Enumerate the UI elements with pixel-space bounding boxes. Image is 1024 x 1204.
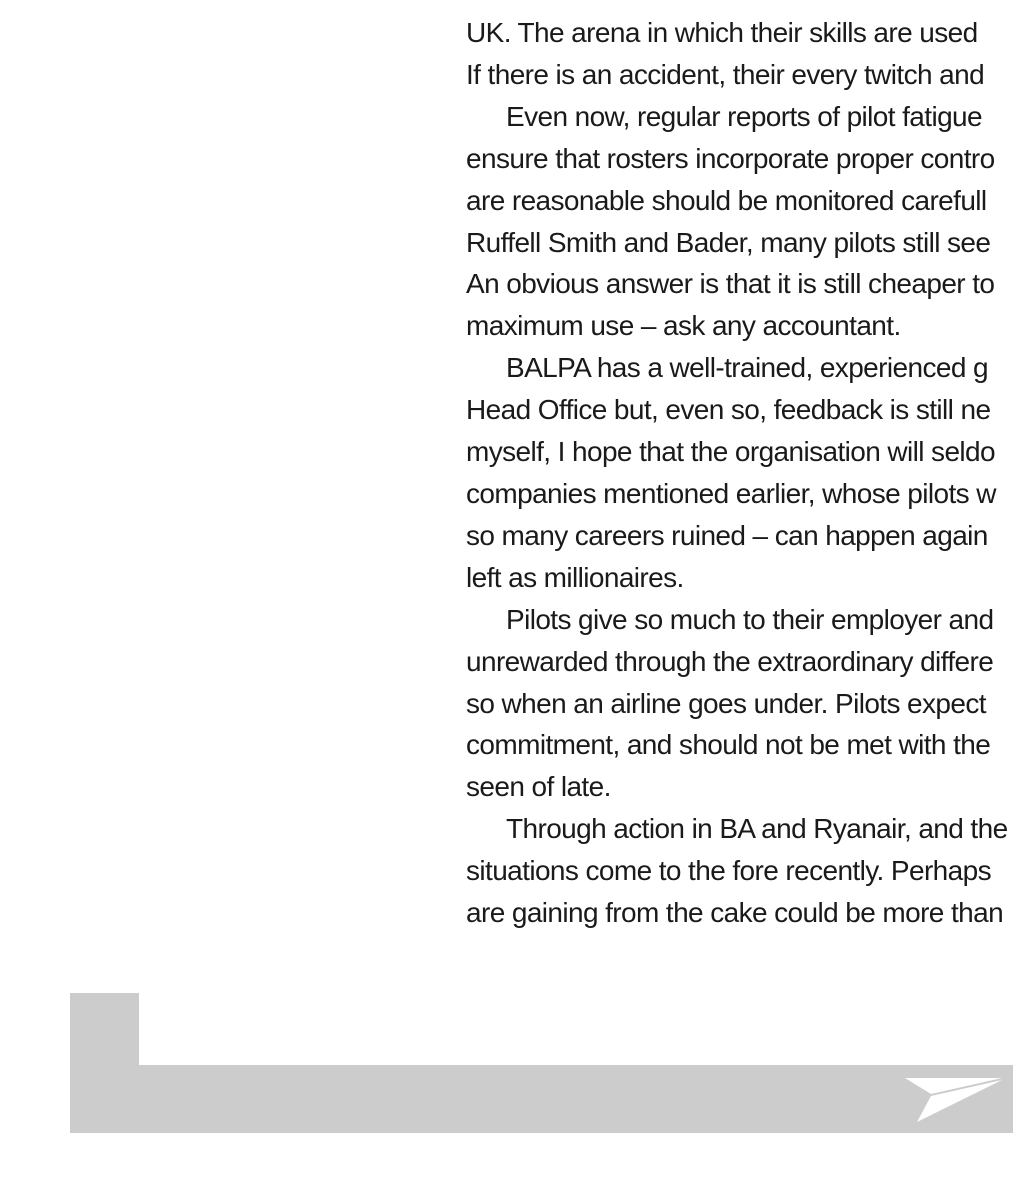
footer-band xyxy=(70,1065,1013,1133)
text-line: so many careers ruined – can happen again xyxy=(466,519,988,551)
text-line: seen of late. xyxy=(466,771,611,803)
text-line: If there is an accident, their every twitch and xyxy=(466,58,985,90)
text-line: BALPA has a well-trained, experienced g xyxy=(506,352,988,384)
text-line: companies mentioned earlier, whose pilots w xyxy=(466,477,996,509)
text-line: UK. The arena in which their skills are used xyxy=(466,17,978,48)
footer-tab xyxy=(70,993,139,1065)
text-line: unrewarded through the extraordinary differe xyxy=(466,645,994,677)
text-line: An obvious answer is that it is still cheaper to xyxy=(466,268,995,300)
article-body xyxy=(466,12,1024,934)
text-line: Pilots give so much to their employer and xyxy=(506,603,994,635)
paper-plane-icon xyxy=(905,1076,1005,1124)
text-line: left as millionaires. xyxy=(466,561,684,593)
text-line: maximum use – ask any accountant. xyxy=(466,310,901,342)
text-line: myself, I hope that the organisation will seldo xyxy=(466,436,995,468)
text-line: are reasonable should be monitored carefull xyxy=(466,184,987,216)
text-line: situations come to the fore recently. Perhaps xyxy=(466,855,991,887)
text-line: Even now, regular reports of pilot fatigue xyxy=(506,100,982,132)
text-line: commitment, and should not be met with the xyxy=(466,729,991,761)
text-line: Ruffell Smith and Bader, many pilots still see xyxy=(466,226,991,258)
text-line: Through action in BA and Ryanair, and the xyxy=(506,813,1008,845)
text-line: so when an airline goes under. Pilots expect xyxy=(466,687,986,719)
text-line: are gaining from the cake could be more than xyxy=(466,897,1004,929)
text-line: ensure that rosters incorporate proper contro xyxy=(466,142,995,174)
text-line: Head Office but, even so, feedback is still ne xyxy=(466,394,991,426)
